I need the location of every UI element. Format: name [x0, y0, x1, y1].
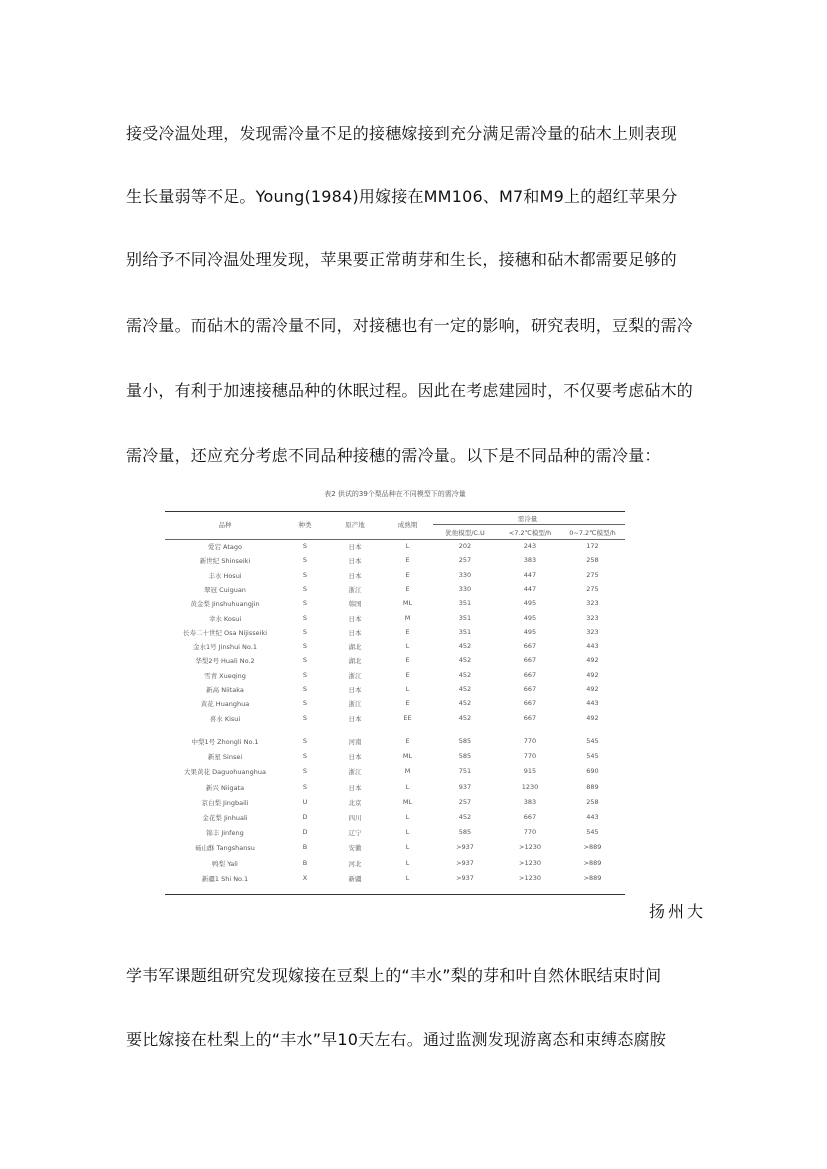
cell-origin: 浙江	[348, 585, 362, 594]
cell-variety: 京白梨 Jingbaili	[201, 798, 249, 807]
cell-below72: 495	[523, 627, 537, 636]
cell-variety: 砀山酥 Tangshansu	[195, 844, 255, 853]
cell-variety: 新高 Niitaka	[206, 686, 244, 694]
cell-variety: 新星 Sinsei	[207, 753, 243, 762]
cell-0to72: >889	[583, 873, 602, 882]
cell-variety: 幸水 Kosui	[208, 614, 242, 623]
cell-variety: 丰水 Hosui	[208, 571, 242, 580]
cell-origin: 四川	[348, 814, 362, 822]
cell-species: D	[302, 828, 308, 837]
cell-variety: 鸭梨 Yali	[212, 859, 238, 868]
cell-maturity: L	[405, 542, 410, 550]
paragraph-line: 生长量弱等不足。Young(1984)用嫁接在MM106、M7和M9上的超红苹果分	[126, 187, 678, 206]
cell-utah: 257	[458, 556, 472, 565]
header-model-0to72: 0~7.2℃模型/h	[569, 529, 616, 537]
cell-utah: >937	[456, 858, 474, 867]
paragraph-line: 需冷量，还应充分考虑不同品种接穗的需冷量。以下是不同品种的需冷量：	[126, 446, 661, 465]
cell-origin: 辽宁	[348, 829, 362, 838]
header-origin: 原产地	[345, 521, 365, 529]
cell-species: S	[302, 752, 308, 761]
cell-0to72: 889	[586, 782, 599, 791]
cell-maturity: ML	[402, 752, 413, 761]
cell-0to72: 323	[586, 613, 599, 622]
cell-0to72: 545	[586, 737, 599, 745]
table-top-rule	[165, 511, 625, 512]
cell-below72: 667	[523, 813, 537, 821]
cell-utah: 585	[458, 752, 472, 761]
cell-below72: 447	[523, 584, 537, 593]
cell-maturity: L	[405, 685, 410, 693]
cell-species: S	[302, 713, 308, 722]
cell-0to72: 258	[586, 797, 599, 806]
cell-utah: 452	[458, 685, 472, 693]
cell-0to72: 323	[586, 599, 599, 608]
header-group: 需冷量	[517, 515, 538, 523]
header-subrule	[433, 524, 625, 525]
cell-variety: 锦丰 Jinfeng	[206, 829, 244, 838]
cell-species: S	[302, 670, 308, 679]
cell-origin: 日本	[348, 714, 362, 723]
cell-maturity: L	[405, 858, 410, 867]
cell-variety: 大果黄花 Daguohuanghua	[184, 768, 266, 777]
cell-origin: 日本	[348, 686, 362, 694]
cell-utah: 452	[458, 642, 472, 651]
cell-origin: 河北	[348, 859, 362, 868]
cell-utah: 751	[458, 767, 472, 776]
cell-below72: 667	[523, 713, 537, 722]
cell-maturity: E	[405, 627, 410, 636]
cell-maturity: L	[405, 873, 410, 882]
cell-variety: 黄花 Huanghua	[200, 700, 250, 709]
header-model-below72: <7.2℃模型/h	[508, 529, 552, 537]
cell-maturity: E	[405, 670, 410, 679]
cell-species: S	[302, 570, 308, 579]
cell-below72: 447	[523, 570, 537, 579]
cell-variety: 爱宕 Atago	[207, 543, 243, 551]
cell-0to72: >889	[583, 858, 602, 867]
cell-0to72: 443	[586, 813, 599, 821]
cell-maturity: E	[405, 656, 410, 665]
paragraph-line: 别给予不同冷温处理发现，苹果要正常萌芽和生长，接穗和砧木都需要足够的	[126, 250, 677, 269]
cell-maturity: ML	[402, 599, 413, 608]
cell-origin: 湖北	[348, 657, 362, 666]
cell-variety: 喜水 Kisui	[209, 714, 241, 723]
cell-0to72: >889	[583, 843, 602, 852]
cell-0to72: 443	[586, 642, 599, 651]
cell-utah: 351	[458, 627, 472, 636]
paragraph-line: 要比嫁接在杜梨上的“丰水”早10天左右。通过监测发现游离态和束缚态腐胺	[126, 1030, 666, 1049]
header-model-utah: 犹他模型/C.U	[445, 529, 485, 537]
cell-maturity: EE	[403, 713, 412, 722]
cell-variety: 金水1号 Jinshui No.1	[193, 643, 257, 652]
cell-utah: >937	[456, 873, 474, 882]
cell-below72: 770	[523, 828, 537, 837]
cell-0to72: 323	[586, 627, 599, 636]
cell-species: S	[302, 642, 308, 651]
cell-species: S	[302, 584, 308, 593]
paragraph-continuation: 扬州大	[648, 902, 706, 921]
chill-requirement-table	[165, 487, 625, 897]
cell-variety: 新兴 Niigata	[205, 783, 245, 792]
header-species: 种类	[298, 521, 312, 529]
cell-origin: 北京	[348, 798, 362, 807]
cell-maturity: E	[405, 570, 410, 579]
cell-utah: 937	[458, 782, 472, 791]
cell-variety: 长寿二十世纪 Osa Nijisseiki	[182, 628, 268, 637]
cell-origin: 新疆	[348, 874, 362, 883]
cell-species: S	[302, 556, 308, 565]
cell-variety: 中梨1号 Zhongli No.1	[191, 738, 259, 746]
cell-0to72: 275	[586, 584, 599, 593]
cell-utah: 452	[458, 813, 472, 821]
cell-0to72: 258	[586, 556, 599, 565]
cell-below72: 915	[523, 767, 537, 776]
cell-species: S	[302, 782, 308, 791]
cell-species: B	[302, 858, 308, 867]
paragraph-line: 学韦军课题组研究发现嫁接在豆梨上的“丰水”梨的芽和叶自然休眠结束时间	[126, 966, 662, 985]
cell-0to72: 492	[586, 656, 599, 665]
cell-utah: 202	[458, 542, 472, 550]
cell-utah: 351	[458, 613, 472, 622]
cell-utah: 452	[458, 713, 472, 722]
cell-species: X	[302, 873, 308, 882]
cell-species: S	[302, 699, 308, 708]
cell-variety: 新世纪 Shinseiki	[199, 557, 251, 566]
cell-utah: 585	[458, 737, 472, 745]
cell-variety: 新疆1 Shi No.1	[201, 874, 249, 883]
cell-utah: 452	[458, 656, 472, 665]
header-variety: 品种	[218, 521, 232, 529]
paragraph-line: 接受冷温处理，发现需冷量不足的接穗嫁接到充分满足需冷量的砧木上则表现	[126, 124, 677, 143]
cell-below72: 495	[523, 613, 537, 622]
cell-variety: 雪青 Xueqing	[204, 671, 246, 680]
cell-origin: 日本	[348, 543, 362, 551]
cell-utah: 452	[458, 699, 472, 708]
cell-origin: 日本	[348, 614, 362, 623]
cell-maturity: L	[405, 642, 410, 651]
cell-utah: 257	[458, 797, 472, 806]
cell-species: S	[302, 656, 308, 665]
cell-origin: 日本	[348, 783, 362, 792]
cell-0to72: 492	[586, 713, 599, 722]
cell-below72: 667	[523, 685, 537, 693]
cell-origin: 日本	[348, 571, 362, 580]
cell-0to72: 443	[586, 699, 599, 708]
cell-below72: 383	[523, 556, 537, 565]
cell-0to72: 275	[586, 570, 599, 579]
cell-below72: 383	[523, 797, 537, 806]
header-maturity: 成熟期	[397, 521, 418, 529]
cell-origin: 安徽	[348, 844, 362, 853]
cell-species: B	[302, 843, 308, 852]
cell-0to72: 545	[586, 828, 599, 837]
cell-origin: 湖北	[348, 643, 362, 652]
cell-species: S	[302, 627, 308, 636]
cell-species: S	[302, 737, 308, 745]
cell-maturity: E	[405, 699, 410, 708]
cell-variety: 黄金梨 Jinshuhuangjin	[190, 600, 260, 609]
cell-species: D	[302, 813, 308, 821]
cell-variety: 华梨2号 Huali No.2	[195, 657, 255, 666]
cell-below72: >1230	[519, 843, 541, 852]
cell-species: S	[302, 767, 308, 776]
cell-0to72: 492	[586, 670, 599, 679]
cell-maturity: ML	[402, 797, 413, 806]
cell-below72: 667	[523, 670, 537, 679]
cell-variety: 金花梨 Jinhuali	[202, 814, 248, 822]
cell-origin: 浙江	[348, 700, 362, 709]
cell-origin: 日本	[348, 557, 362, 566]
cell-maturity: L	[405, 843, 410, 852]
cell-utah: >937	[456, 843, 474, 852]
cell-utah: 330	[458, 584, 472, 593]
cell-species: U	[302, 797, 308, 806]
cell-below72: 667	[523, 656, 537, 665]
cell-below72: 667	[523, 699, 537, 708]
cell-origin: 日本	[348, 628, 362, 637]
cell-below72: 495	[523, 599, 537, 608]
table-bottom-rule	[165, 894, 625, 895]
cell-maturity: L	[405, 813, 410, 821]
cell-below72: 667	[523, 642, 537, 651]
cell-origin: 浙江	[348, 671, 362, 680]
cell-0to72: 545	[586, 752, 599, 761]
cell-origin: 河南	[348, 738, 362, 746]
cell-maturity: L	[405, 782, 410, 791]
table-header-rule	[165, 539, 625, 540]
cell-maturity: L	[405, 828, 410, 837]
cell-maturity: M	[404, 613, 411, 622]
cell-below72: 243	[523, 542, 537, 550]
cell-0to72: 690	[586, 767, 599, 776]
cell-below72: >1230	[519, 858, 541, 867]
cell-origin: 日本	[348, 753, 362, 762]
cell-maturity: E	[405, 584, 410, 593]
cell-utah: 452	[458, 670, 472, 679]
cell-below72: 770	[523, 752, 537, 761]
cell-utah: 585	[458, 828, 472, 837]
cell-species: S	[302, 613, 308, 622]
cell-species: S	[302, 685, 308, 693]
cell-variety: 翠冠 Cuiguan	[204, 585, 246, 594]
cell-below72: 1230	[521, 782, 539, 791]
cell-0to72: 172	[586, 542, 599, 550]
cell-maturity: E	[405, 737, 410, 745]
cell-species: S	[302, 542, 308, 550]
cell-0to72: 492	[586, 685, 599, 693]
cell-origin: 韩国	[348, 600, 362, 609]
cell-origin: 浙江	[348, 768, 362, 777]
cell-species: S	[302, 599, 308, 608]
cell-maturity: E	[405, 556, 410, 565]
paragraph-line: 量小，有利于加速接穗品种的休眠过程。因此在考虑建园时，不仅要考虑砧木的	[126, 381, 694, 400]
cell-utah: 351	[458, 599, 472, 608]
cell-below72: 770	[523, 737, 537, 745]
table-title: 表2 供试的39个梨品种在不同模型下的需冷量	[324, 490, 466, 498]
cell-below72: >1230	[519, 873, 541, 882]
cell-maturity: M	[404, 767, 411, 776]
cell-utah: 330	[458, 570, 472, 579]
paragraph-line: 需冷量。而砧木的需冷量不同，对接穗也有一定的影响，研究表明，豆梨的需冷	[126, 316, 694, 335]
